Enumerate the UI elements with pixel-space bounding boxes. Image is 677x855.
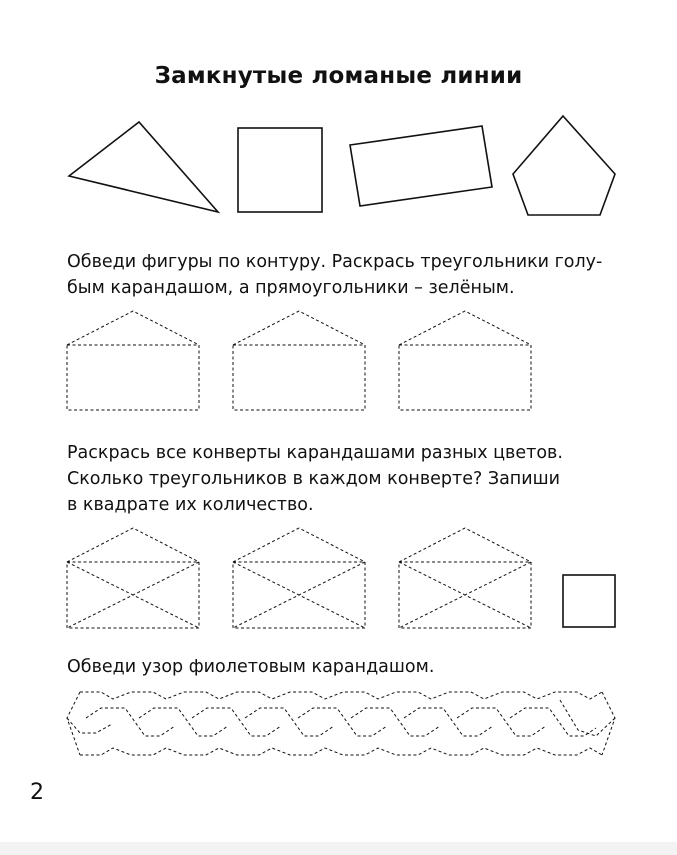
answer-box[interactable] — [563, 575, 615, 627]
solid-triangle[interactable] — [69, 122, 218, 212]
page-number: 2 — [30, 780, 44, 805]
solid-pentagon[interactable] — [513, 116, 615, 215]
solid-rectangle[interactable] — [350, 126, 492, 206]
envelope-outline-3[interactable] — [399, 311, 531, 410]
envelope-crossed-1[interactable] — [67, 528, 199, 628]
task2-line-2: Сколько треугольников в каждом конверте? Запиши — [67, 469, 560, 489]
task1-line-1: Обведи фигуры по контуру. Раскрась треугольники голу- — [67, 252, 603, 272]
task2-line-1: Раскрась все конверты карандашами разных цветов. — [67, 443, 563, 463]
task1-line-2: бым карандашом, а прямоугольники – зелёным. — [67, 278, 515, 298]
page-edge — [0, 842, 677, 855]
envelope-outline-1[interactable] — [67, 311, 199, 410]
braid-pattern[interactable] — [67, 692, 615, 755]
task2-line-3: в квадрате их количество. — [67, 495, 314, 515]
task3-instructions — [67, 654, 615, 680]
task2-instructions — [67, 440, 615, 518]
envelope-crossed-3[interactable] — [399, 528, 531, 628]
solid-square[interactable] — [238, 128, 322, 212]
envelope-outline-2[interactable] — [233, 311, 365, 410]
task1-instructions — [67, 249, 615, 301]
envelope-crossed-2[interactable] — [233, 528, 365, 628]
page-title: Замкнутые ломаные линии — [154, 63, 523, 89]
task3-line-1: Обведи узор фиолетовым карандашом. — [67, 657, 435, 677]
